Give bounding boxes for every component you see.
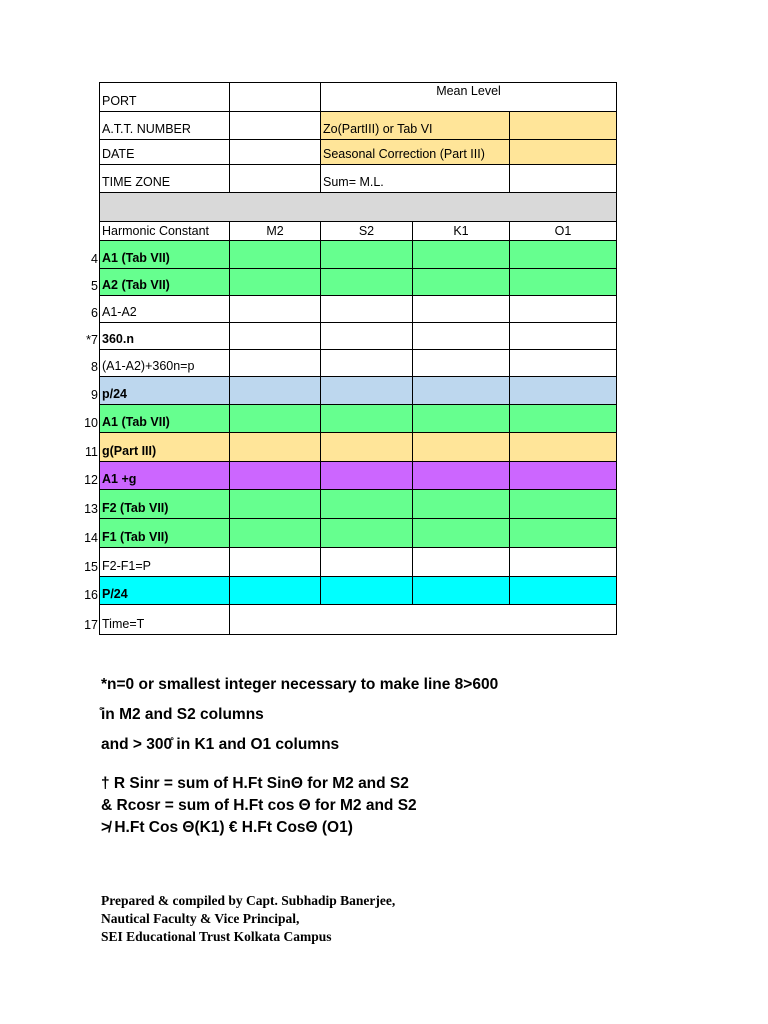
row-label: p/24 — [99, 376, 230, 405]
value-cell-k1[interactable] — [412, 432, 510, 462]
row-number: 17 — [84, 618, 98, 632]
row-number: 15 — [84, 560, 98, 574]
time-value-cell[interactable] — [229, 604, 617, 635]
row-number: 5 — [91, 279, 98, 293]
row-number: 4 — [91, 252, 98, 266]
row-label: g(Part III) — [99, 432, 230, 462]
time-zone-label: TIME ZONE — [99, 164, 230, 193]
row-label: A1 +g — [99, 461, 230, 490]
date-value-cell[interactable] — [229, 139, 321, 165]
att-number-label: A.T.T. NUMBER — [99, 111, 230, 140]
value-cell-o1[interactable] — [509, 489, 617, 519]
value-cell-k1[interactable] — [412, 461, 510, 490]
time-zone-value-cell[interactable] — [229, 164, 321, 193]
value-cell-o1[interactable] — [509, 376, 617, 405]
port-value-cell[interactable] — [229, 82, 321, 112]
column-header-m2: M2 — [229, 221, 321, 241]
value-cell-m2[interactable] — [229, 240, 321, 269]
row-label: F2-F1=P — [99, 547, 230, 577]
harmonic-constant-header: Harmonic Constant — [99, 221, 230, 241]
zo-value-cell[interactable] — [509, 111, 617, 140]
value-cell-m2[interactable] — [229, 576, 321, 605]
sum-ml-label: Sum= M.L. — [320, 164, 510, 193]
note-line-3: and > 300̊ in K1 and O1 columns — [101, 736, 340, 753]
row-number: 10 — [84, 416, 98, 430]
value-cell-k1[interactable] — [412, 268, 510, 296]
column-header-o1: O1 — [509, 221, 617, 241]
value-cell-s2[interactable] — [320, 576, 413, 605]
value-cell-o1[interactable] — [509, 268, 617, 296]
row-label: A1 (Tab VII) — [99, 404, 230, 433]
seasonal-correction-label: Seasonal Correction (Part III) — [320, 139, 510, 165]
note-line-4: † R Sinr = sum of H.Ft SinΘ for M2 and S2 — [101, 775, 409, 792]
port-label: PORT — [99, 82, 230, 112]
value-cell-s2[interactable] — [320, 295, 413, 323]
column-header-k1: K1 — [412, 221, 510, 241]
row-label: 360.n — [99, 322, 230, 350]
zo-label: Zo(PartIII) or Tab VI — [320, 111, 510, 140]
value-cell-k1[interactable] — [412, 489, 510, 519]
row-label: A1-A2 — [99, 295, 230, 323]
date-label: DATE — [99, 139, 230, 165]
value-cell-o1[interactable] — [509, 576, 617, 605]
value-cell-s2[interactable] — [320, 404, 413, 433]
value-cell-m2[interactable] — [229, 295, 321, 323]
value-cell-s2[interactable] — [320, 461, 413, 490]
value-cell-m2[interactable] — [229, 404, 321, 433]
value-cell-m2[interactable] — [229, 322, 321, 350]
value-cell-o1[interactable] — [509, 295, 617, 323]
row-number: *7 — [86, 333, 98, 347]
note-line-5: & Rcosr = sum of H.Ft cos Θ for M2 and S2 — [101, 797, 417, 814]
row-number: 9 — [91, 388, 98, 402]
row-number: 14 — [84, 531, 98, 545]
value-cell-k1[interactable] — [412, 576, 510, 605]
credit-line-2: Nautical Faculty & Vice Principal, — [101, 911, 300, 926]
value-cell-s2[interactable] — [320, 268, 413, 296]
value-cell-m2[interactable] — [229, 461, 321, 490]
value-cell-k1[interactable] — [412, 376, 510, 405]
note-line-2: ̊in M2 and S2 columns — [101, 706, 264, 723]
value-cell-k1[interactable] — [412, 349, 510, 377]
value-cell-o1[interactable] — [509, 240, 617, 269]
value-cell-o1[interactable] — [509, 349, 617, 377]
row-number: 13 — [84, 502, 98, 516]
value-cell-s2[interactable] — [320, 489, 413, 519]
value-cell-o1[interactable] — [509, 461, 617, 490]
row-label: A1 (Tab VII) — [99, 240, 230, 269]
value-cell-m2[interactable] — [229, 518, 321, 548]
value-cell-m2[interactable] — [229, 268, 321, 296]
value-cell-s2[interactable] — [320, 432, 413, 462]
row-label: Time=T — [99, 604, 230, 635]
separator-band — [99, 192, 617, 222]
value-cell-o1[interactable] — [509, 432, 617, 462]
row-label: F1 (Tab VII) — [99, 518, 230, 548]
value-cell-s2[interactable] — [320, 518, 413, 548]
row-label: (A1-A2)+360n=p — [99, 349, 230, 377]
value-cell-k1[interactable] — [412, 518, 510, 548]
value-cell-m2[interactable] — [229, 489, 321, 519]
note-line-6: ≯ H.Ft Cos Θ(K1) € H.Ft CosΘ (O1) — [101, 819, 353, 836]
value-cell-o1[interactable] — [509, 547, 617, 577]
row-label: A2 (Tab VII) — [99, 268, 230, 296]
sum-ml-value-cell[interactable] — [509, 164, 617, 193]
column-header-s2: S2 — [320, 221, 413, 241]
credit-line-3: SEI Educational Trust Kolkata Campus — [101, 929, 332, 944]
value-cell-o1[interactable] — [509, 404, 617, 433]
value-cell-m2[interactable] — [229, 547, 321, 577]
value-cell-s2[interactable] — [320, 322, 413, 350]
seasonal-correction-value-cell[interactable] — [509, 139, 617, 165]
value-cell-s2[interactable] — [320, 547, 413, 577]
row-number: 16 — [84, 588, 98, 602]
value-cell-k1[interactable] — [412, 295, 510, 323]
row-label: F2 (Tab VII) — [99, 489, 230, 519]
value-cell-k1[interactable] — [412, 322, 510, 350]
value-cell-k1[interactable] — [412, 240, 510, 269]
value-cell-m2[interactable] — [229, 376, 321, 405]
value-cell-m2[interactable] — [229, 432, 321, 462]
row-number: 6 — [91, 306, 98, 320]
value-cell-k1[interactable] — [412, 547, 510, 577]
row-number: 11 — [85, 445, 98, 459]
row-label: P/24 — [99, 576, 230, 605]
value-cell-o1[interactable] — [509, 322, 617, 350]
row-number: 8 — [91, 360, 98, 374]
row-number: 12 — [84, 473, 98, 487]
mean-level-label: Mean Level — [320, 82, 617, 112]
note-line-1: *n=0 or smallest integer necessary to make line 8>600 — [101, 676, 499, 693]
credit-block — [101, 892, 395, 946]
credit-line-1: Prepared & compiled by Capt. Subhadip Banerjee, — [101, 893, 396, 908]
value-cell-s2[interactable] — [320, 240, 413, 269]
value-cell-s2[interactable] — [320, 349, 413, 377]
value-cell-m2[interactable] — [229, 349, 321, 377]
value-cell-k1[interactable] — [412, 404, 510, 433]
att-number-value-cell[interactable] — [229, 111, 321, 140]
value-cell-s2[interactable] — [320, 376, 413, 405]
value-cell-o1[interactable] — [509, 518, 617, 548]
